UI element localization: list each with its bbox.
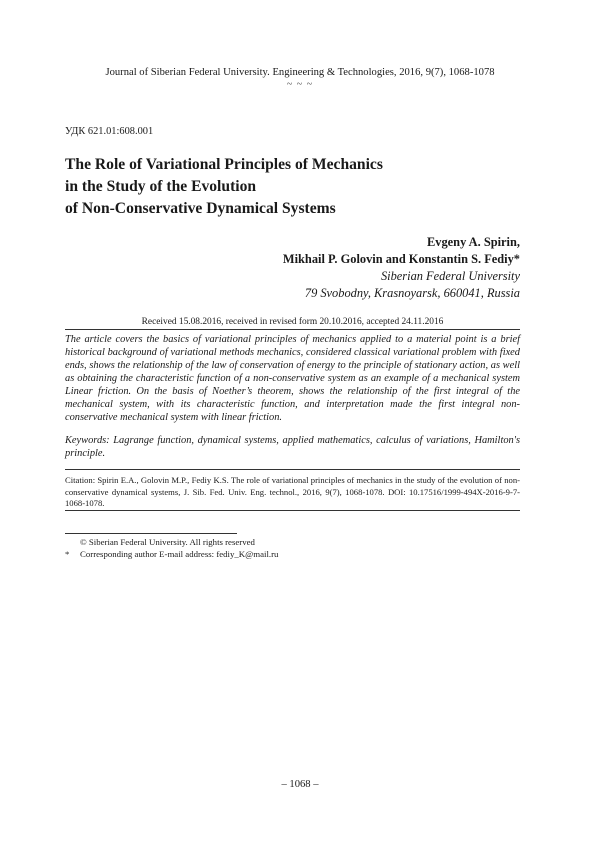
authors-line-1: Evgeny A. Spirin, [427, 235, 520, 249]
footnote-rule [65, 533, 237, 534]
authors-line-2: Mikhail P. Golovin and Konstantin S. Fediy* [282, 252, 520, 266]
authors-block [60, 234, 520, 302]
citation-bottom-rule [65, 510, 520, 511]
footnote-copyright: © Siberian Federal University. All rights reserved [80, 537, 255, 547]
citation-top-rule [65, 469, 520, 470]
affiliation: Siberian Federal University [380, 269, 520, 283]
footnote-corresponding-author: * Corresponding author E-mail address: fediy_K@mail.ru [65, 548, 279, 559]
title-line-2: in the Study of the Evolution [65, 178, 257, 195]
abstract: The article covers the basics of variational principles of mechanics applied to a material point is a brief historical background of variational methods mechanics, considered classical variational problem with fixed ends, shows the relationship of the law of conservation of energy to the principle of stationary action, as well as obtaining the characteristic function of a non-conservative system as an example of a mechanical system Linear friction. On the basis of Noether’s theorem, shows the relationship of the first integral of the mechanical system, with its characteristic function, and interpretation made the first integral non-conservative mechanical system with linear friction. [65, 334, 520, 423]
received-dates: Received 15.08.2016, received in revised form 20.10.2016, accepted 24.11.2016 [141, 317, 444, 327]
header-ornament: ~ ~ ~ [286, 79, 314, 90]
citation: Citation: Spirin E.A., Golovin M.P., Fediy K.S. The role of variational principles of mechanics in the study of the evolution of non-conservative dynamical systems, J. Sib. Fed. Univ. Eng. technol., 2016, 9(7), 1068-1078. DOI: 10.17516/1999-494X-2016-9-7-1068-1078. [65, 475, 520, 508]
title-line-1: The Role of Variational Principles of Mechanics [65, 156, 383, 173]
journal-header: Journal of Siberian Federal University. Engineering & Technologies, 2016, 9(7), 1068-1078 [105, 67, 495, 78]
title-line-3: of Non-Conservative Dynamical Systems [65, 200, 336, 217]
paper-title [65, 154, 535, 220]
keywords: Keywords: Lagrange function, dynamical systems, applied mathematics, calculus of variations, Hamilton's principle. [65, 435, 520, 459]
affiliation-address: 79 Svobodny, Krasnoyarsk, 660041, Russia [304, 286, 520, 300]
udc-code: УДК 621.01:608.001 [65, 126, 154, 137]
page-number: – 1068 – [281, 779, 319, 790]
abstract-top-rule [65, 329, 520, 330]
footnote-asterisk: * [65, 548, 70, 559]
footnotes [65, 537, 520, 560]
